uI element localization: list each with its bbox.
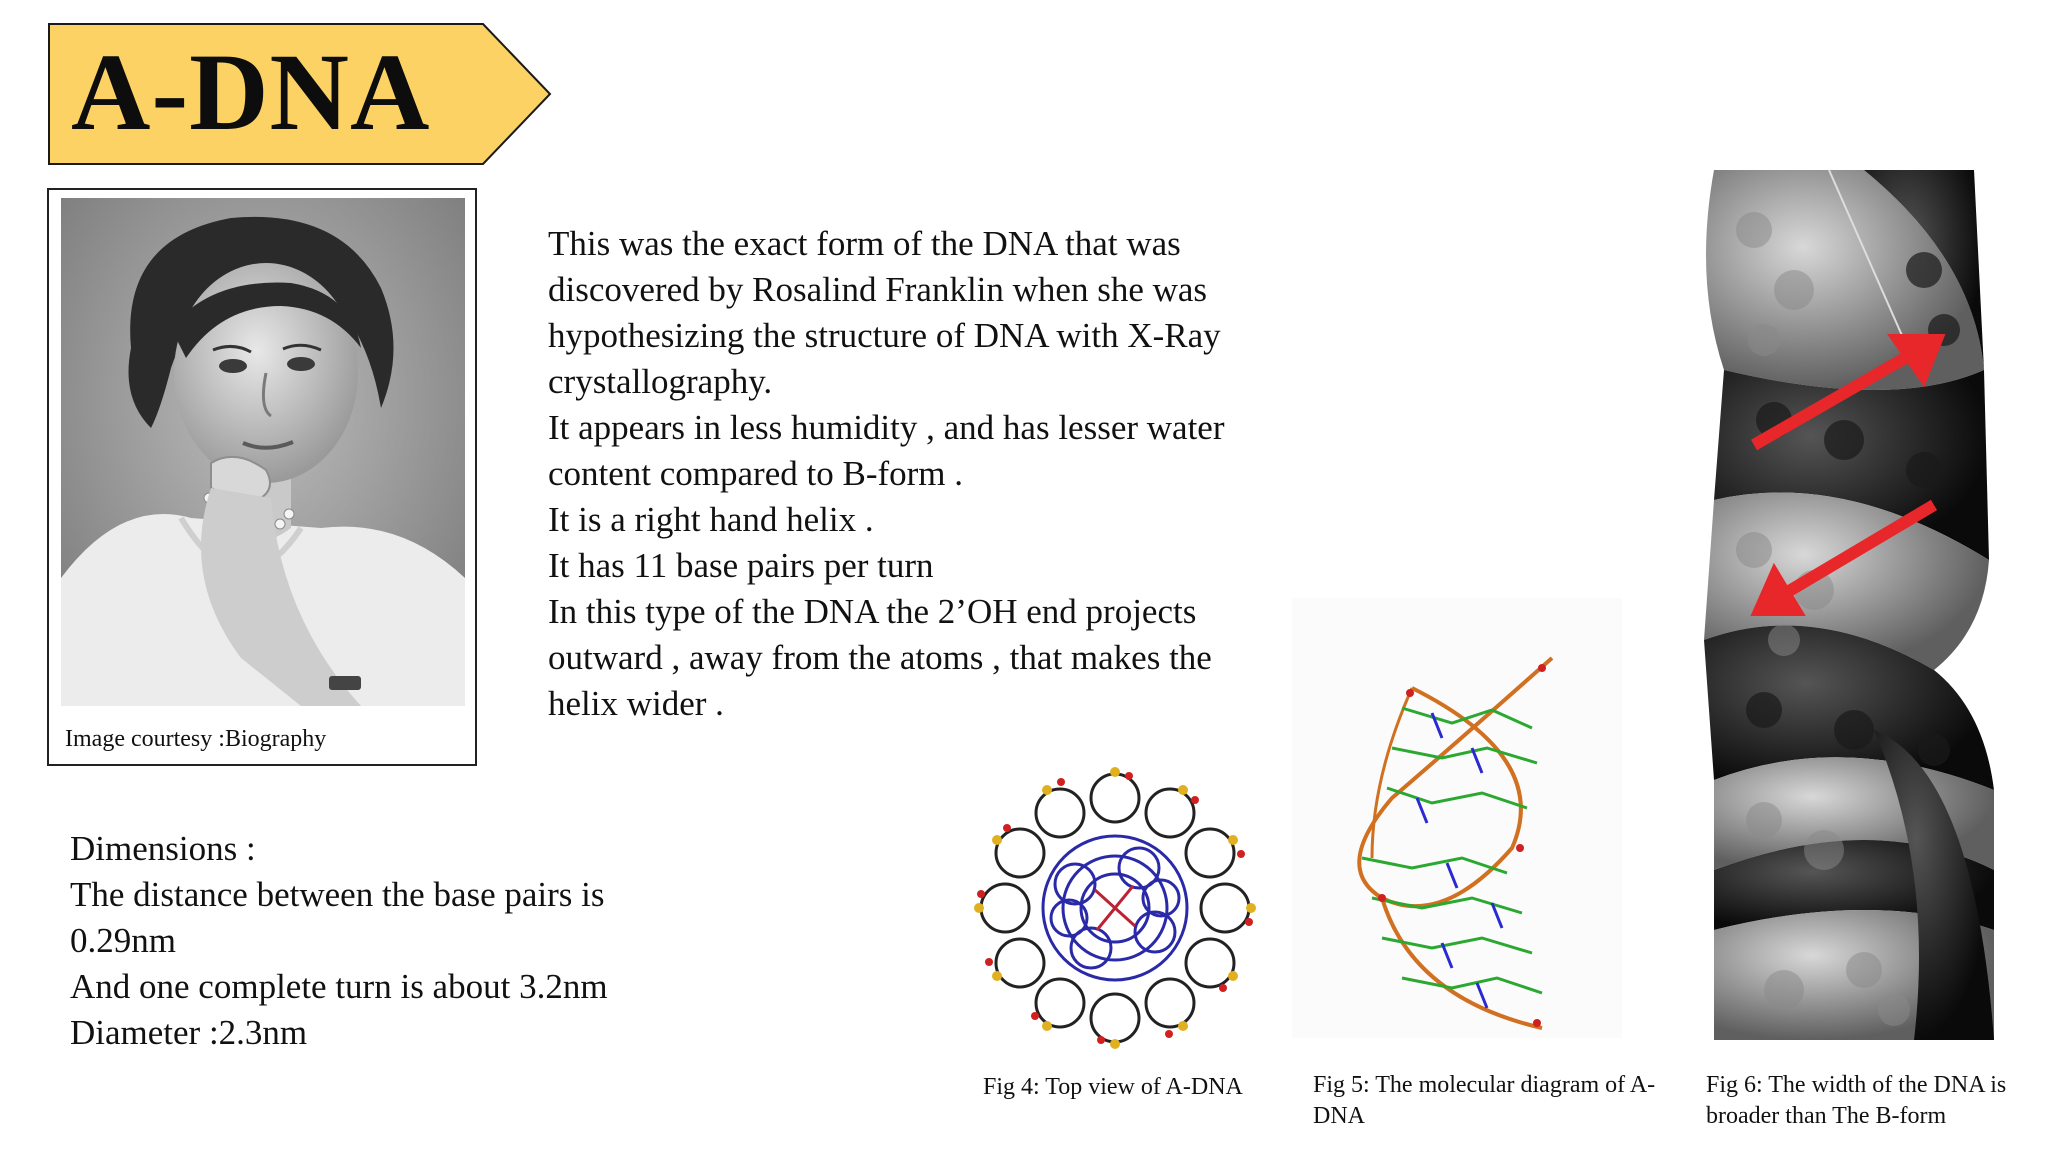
description-line: outward , away from the atoms , that makes the — [548, 638, 1212, 677]
fig5-molecular-diagram-image — [1292, 598, 1622, 1038]
dimensions-line: The distance between the base pairs is — [70, 875, 605, 914]
fig4-top-view-image — [965, 758, 1265, 1058]
page-title: A-DNA — [71, 31, 431, 153]
dimensions-line: And one complete turn is about 3.2nm — [70, 967, 608, 1006]
description-line: It is a right hand helix . — [548, 500, 874, 539]
portrait-image — [61, 198, 465, 706]
fig6-space-filling-model-image — [1694, 170, 2000, 1040]
fig4-top-view — [965, 758, 1265, 1058]
description-line: discovered by Rosalind Franklin when she was — [548, 270, 1208, 309]
fig5-caption — [1313, 1070, 1655, 1132]
fig6-caption-line: broader than The B-form — [1706, 1103, 1947, 1129]
description-line: helix wider . — [548, 684, 724, 723]
dimensions-line: Diameter :2.3nm — [70, 1013, 308, 1052]
portrait-caption: Image courtesy :Biography — [65, 726, 327, 752]
fig4-caption: Fig 4: Top view of A-DNA — [983, 1074, 1243, 1100]
description-line: content compared to B-form . — [548, 454, 964, 493]
fig5-caption-line: DNA — [1313, 1103, 1365, 1129]
description-line: In this type of the DNA the 2’OH end projects — [548, 592, 1197, 631]
portrait-frame — [47, 188, 477, 766]
title-banner — [47, 22, 553, 166]
dimensions-text — [70, 826, 710, 1056]
description-line: hypothesizing the structure of DNA with X-Ray — [548, 316, 1221, 355]
description-line: It appears in less humidity , and has lesser water — [548, 408, 1225, 447]
fig6-caption — [1706, 1070, 2006, 1132]
dimensions-line: Dimensions : — [70, 829, 256, 868]
fig5-caption-line: Fig 5: The molecular diagram of A- — [1313, 1072, 1656, 1098]
dimensions-line: 0.29nm — [70, 921, 176, 960]
description-text — [548, 221, 1308, 727]
description-line: crystallography. — [548, 362, 773, 401]
fig6-caption-line: Fig 6: The width of the DNA is — [1706, 1072, 2007, 1098]
description-line: It has 11 base pairs per turn — [548, 546, 934, 585]
fig5-molecular-diagram — [1292, 598, 1622, 1038]
fig6-space-filling-model — [1694, 170, 2000, 1040]
description-line: This was the exact form of the DNA that was — [548, 224, 1181, 263]
